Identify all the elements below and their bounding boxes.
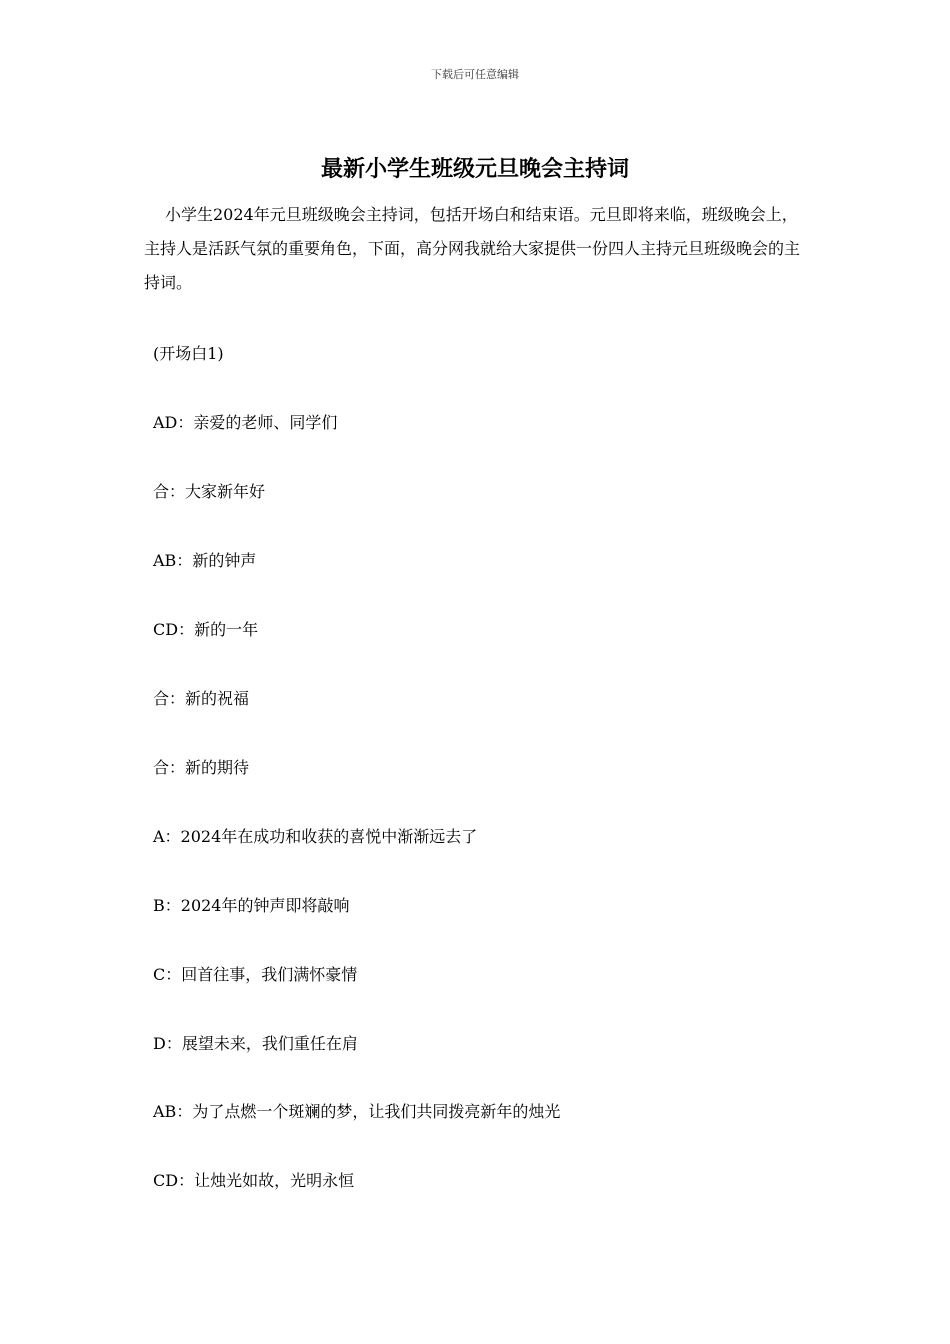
script-line: AD：亲爱的老师、同学们: [153, 413, 338, 432]
script-line: 合：新的期待: [153, 758, 250, 777]
script-line: A：2024年在成功和收获的喜悦中渐渐远去了: [153, 827, 478, 846]
script-line: CD：新的一年: [153, 620, 259, 639]
script-line: AB：新的钟声: [153, 551, 257, 570]
document-title: 最新小学生班级元旦晚会主持词: [320, 156, 629, 182]
script-line: D：展望未来，我们重任在肩: [153, 1034, 358, 1053]
script-line: 合：大家新年好: [153, 482, 266, 501]
script-line: C：回首往事，我们满怀豪情: [153, 965, 358, 984]
script-line-opening: (开场白1): [153, 344, 224, 363]
script-line: AB：为了点燃一个斑斓的梦，让我们共同拨亮新年的烛光: [153, 1102, 561, 1121]
intro-paragraph: 小学生2024年元旦班级晚会主持词，包括开场白和结束语。元旦即将来临，班级晚会上，主持人是活跃气氛的重要角色，下面，高分网我就给大家提供一份四人主持元旦班级晚会的主持词。: [144, 205, 801, 292]
script-line: CD：让烛光如故，光明永恒: [153, 1171, 355, 1190]
script-line: 合：新的祝福: [153, 689, 250, 708]
script-line: B：2024年的钟声即将敲响: [153, 896, 350, 915]
header-note: 下载后可任意编辑: [431, 68, 519, 81]
